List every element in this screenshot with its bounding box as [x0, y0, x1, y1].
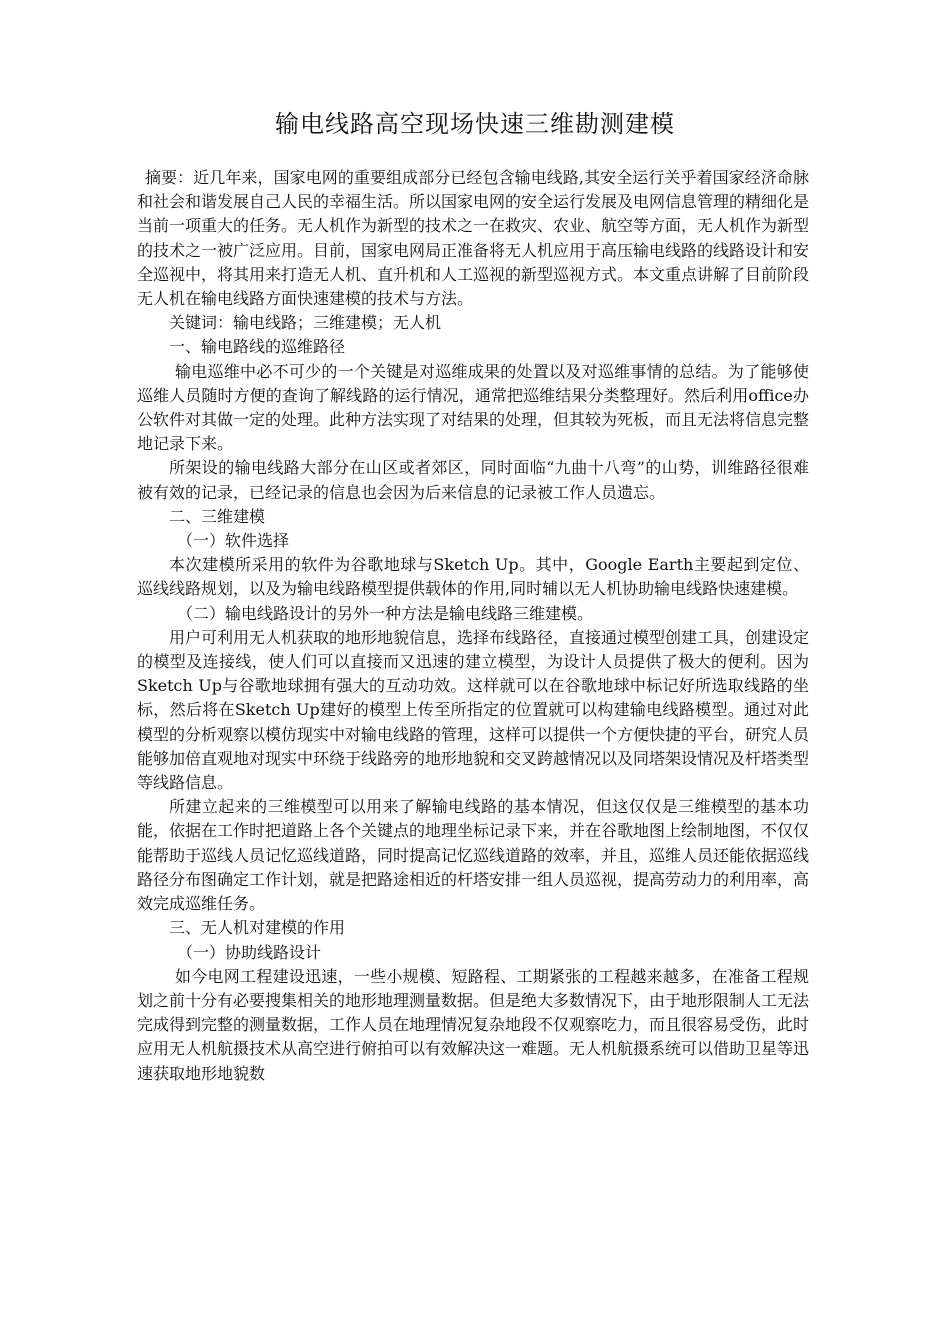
body-paragraph: 用户可利用无人机获取的地形地貌信息，选择布线路径，直接通过模型创建工具，创建设定的模型及连接线，使人们可以直接而又迅速的建立模型，为设计人员提供了极大的便利。因为Sketch Up与谷歌地球拥有强大的互动功效。这样就可以在谷歌地球中标记好所选取线路的坐标，然后将在Sketch Up建好的模型上传至所指定的位置就可以构建输电线路模型。通过对此模型的分析观察以模仿现实中对输电线路的管理，这样可以提供一个方便快捷的平台，研究人员能够加倍直观地对现实中环绕于线路旁的地形地貌和交叉跨越情况以及同塔架设情况及杆塔类型等线路信息。 — [137, 627, 810, 793]
abstract-paragraph: 摘要：近几年来，国家电网的重要组成部分已经包含输电线路,其安全运行关乎着国家经济命脉和社会和谐发展自己人民的幸福生活。所以国家电网的安全运行发展及电网信息管理的精细化是当前一项重大的任务。无人机作为新型的技术之一在救灾、农业、航空等方面，无人机作为新型的技术之一被广泛应用。目前，国家电网局正准备将无人机应用于高压输电线路的线路设计和安全巡视中，将其用来打造无人机、直升机和人工巡视的新型巡视方式。本文重点讲解了目前阶段无人机在输电线路方面快速建模的技术与方法。 — [137, 168, 810, 309]
document-title: 输电线路高空现场快速三维勘测建模 — [275, 110, 675, 138]
body-paragraph: 如今电网工程建设迅速，一些小规模、短路程、工期紧张的工程越来越多，在准备工程规划之前十分有必要搜集相关的地形地理测量数据。但是绝大多数情况下，由于地形限制人工无法完成得到完整的测量数据，工作人员在地理情况复杂地段不仅观察吃力，而且很容易受伤，此时应用无人机航摄技术从高空进行俯拍可以有效解决这一难题。无人机航摄系统可以借助卫星等迅速获取地形地貌数 — [137, 966, 810, 1083]
document-body — [137, 166, 809, 1086]
subsection-heading: （二）输电线路设计的另外一种方法是输电线路三维建模。 — [177, 603, 594, 623]
body-paragraph: 所架设的输电线路大部分在山区或者郊区，同时面临“九曲十八弯”的山势，训维路径很难被有效的记录，已经记录的信息也会因为后来信息的记录被工作人员遗忘。 — [137, 458, 809, 502]
section-heading-1: 一、输电路线的巡维路径 — [169, 337, 346, 357]
section-heading-2: 二、三维建模 — [169, 506, 266, 526]
subsection-heading: （一）软件选择 — [177, 531, 290, 551]
body-paragraph: 输电巡维中必不可少的一个关键是对巡维成果的处置以及对巡维事情的总结。为了能够使巡维人员随时方便的查询了解线路的运行情况，通常把巡维结果分类整理好。然后利用office办公软件对其做一定的处理。此种方法实现了对结果的处理，但其较为死板，而且无法将信息完整地记录下来。 — [137, 361, 810, 454]
subsection-heading: （一）协助线路设计 — [177, 942, 322, 962]
keywords-line: 关键词：输电线路；三维建模；无人机 — [169, 313, 442, 333]
section-heading-3: 三、无人机对建模的作用 — [169, 918, 346, 938]
body-paragraph: 本次建模所采用的软件为谷歌地球与Sketch Up。其中，Google Earth主要起到定位、巡线线路规划，以及为输电线路模型提供载体的作用,同时辅以无人机协助输电线路快速建模。 — [137, 555, 809, 599]
body-paragraph: 所建立起来的三维模型可以用来了解输电线路的基本情况，但这仅仅是三维模型的基本功能，依据在工作时把道路上各个关键点的地理坐标记录下来，并在谷歌地图上绘制地图，不仅仅能帮助于巡线人员记忆巡线道路，同时提高记忆巡线道路的效率，并且，巡维人员还能依据巡线路径分布图确定工作计划，就是把路途相近的杆塔安排一组人员巡视，提高劳动力的利用率，高效完成巡维任务。 — [137, 797, 810, 914]
